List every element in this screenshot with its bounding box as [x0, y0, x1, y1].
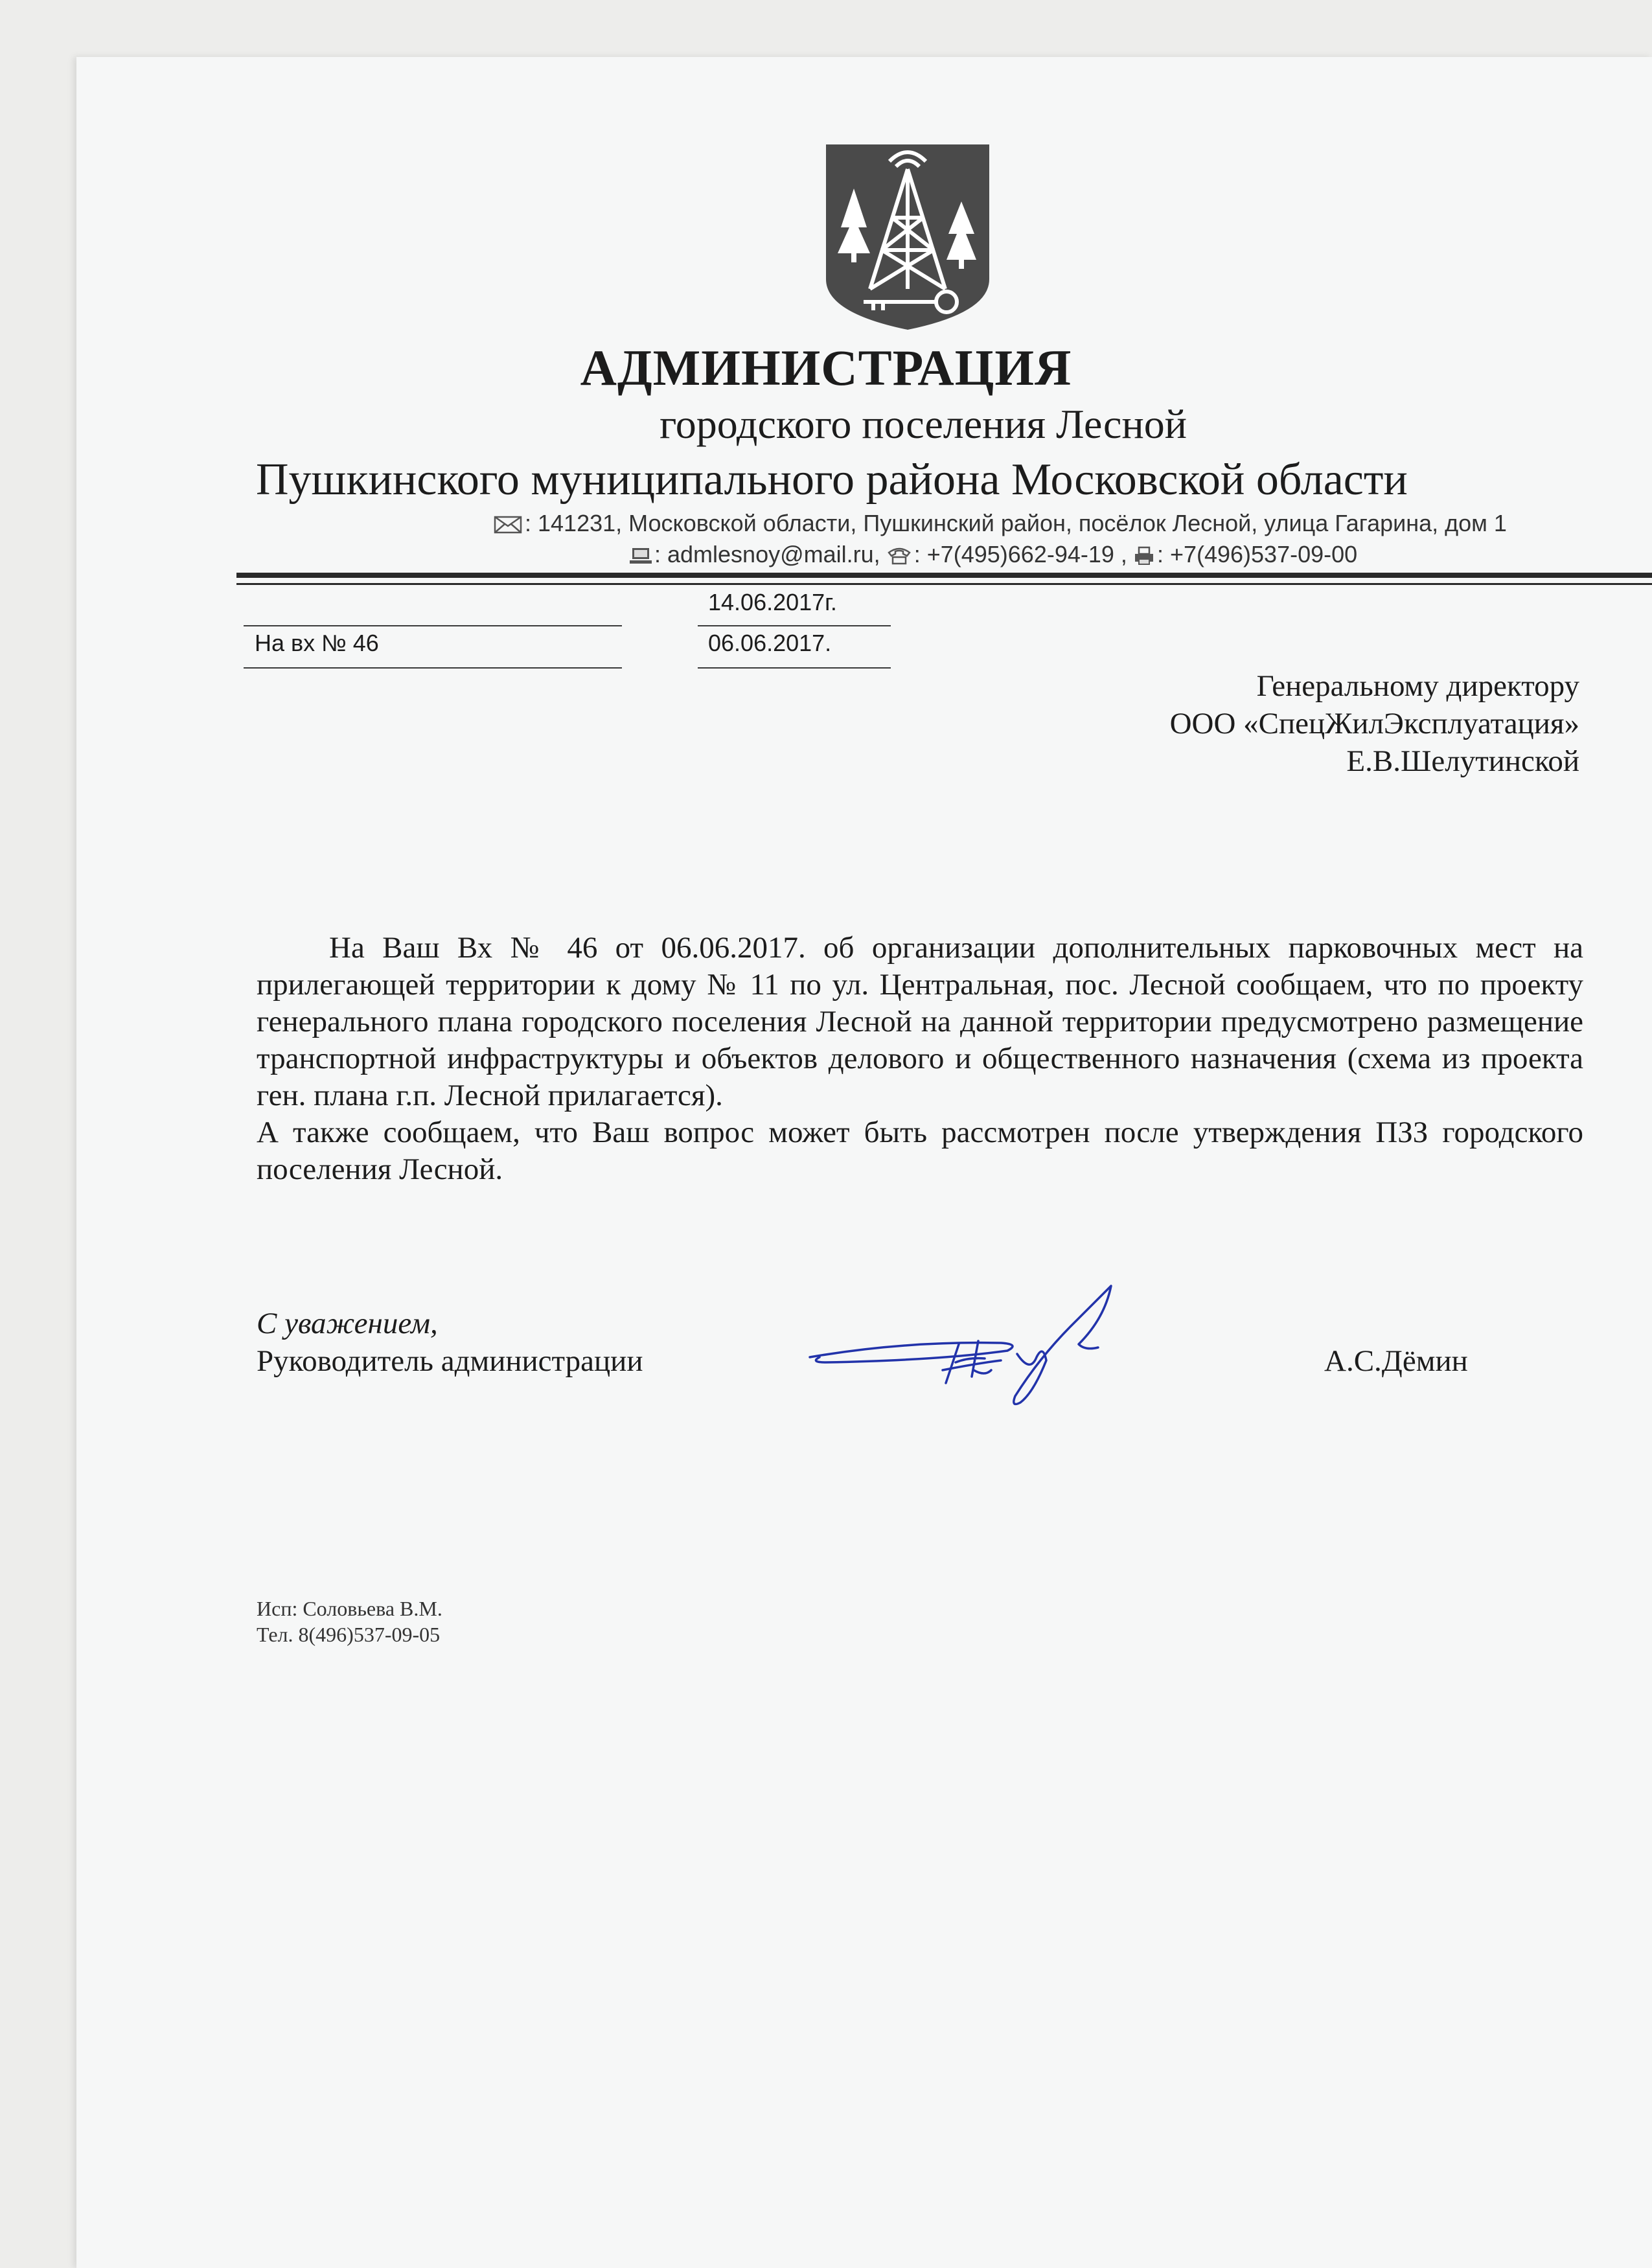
phone-icon [887, 546, 912, 566]
letterhead-district: Пушкинского муниципального района Московской области [256, 455, 1408, 505]
phone-text: : +7(495)662-94-19 , [913, 541, 1127, 567]
computer-icon [630, 546, 652, 566]
coat-of-arms-emblem [825, 143, 991, 331]
letterhead-contacts-line [630, 540, 1357, 569]
addressee-position: Генеральному директору [1256, 669, 1579, 703]
email-text: : admlesnoy@mail.ru, [654, 541, 880, 567]
addressee-block [1170, 667, 1579, 780]
incoming-date-underline [698, 667, 891, 669]
outgoing-number-underline [244, 625, 622, 626]
executor-phone: Тел. 8(496)537-09-05 [257, 1623, 441, 1646]
body-paragraph-2: А также сообщаем, что Ваш вопрос может быть рассмотрен после утверждения ПЗЗ городского поселения Лесной. [257, 1116, 1583, 1186]
incoming-date: 06.06.2017. [708, 630, 832, 656]
executor-block [257, 1596, 442, 1647]
letterhead-divider-thin [236, 583, 1652, 585]
incoming-reference-underline [244, 667, 622, 669]
address-text: : 141231, Московской области, Пушкинский район, посёлок Лесной, улица Гагарина, дом 1 [525, 510, 1507, 536]
outgoing-date-underline [698, 625, 891, 626]
body-paragraph-1: На Ваш Вх № 46 от 06.06.2017. об организации дополнительных парковочных мест на прилегающей территории к дому № 11 по ул. Центральная, пос. Лесной сообщаем, что по проекту генерального плана городского поселения Лесной на данной территории предусмотрено размещение транспортной инфраструктуры и объектов делового и общественного назначения (схема из проекта ген. плана г.п. Лесной прилагается). [257, 931, 1583, 1112]
closing-block [257, 1305, 643, 1380]
closing-regards: С уважением, [257, 1307, 438, 1340]
letterhead-address-line [494, 509, 1507, 538]
fax-text: : +7(496)537-09-00 [1156, 541, 1358, 567]
letterhead-title: АДМИНИСТРАЦИЯ [580, 339, 1072, 396]
letterhead-divider-thick [236, 573, 1652, 578]
letter-body [257, 930, 1583, 1188]
letterhead-subtitle: городского поселения Лесной [660, 401, 1187, 447]
closing-position: Руководитель администрации [257, 1344, 643, 1378]
incoming-reference: На вх № 46 [255, 630, 379, 656]
envelope-icon [494, 515, 522, 534]
addressee-company: ООО «СпецЖилЭксплуатация» [1169, 707, 1579, 740]
handwritten-signature [807, 1279, 1186, 1419]
fax-icon [1134, 546, 1154, 566]
signer-name: А.С.Дёмин [1324, 1344, 1468, 1378]
outgoing-date: 14.06.2017г. [708, 589, 837, 615]
addressee-name: Е.В.Шелутинской [1346, 744, 1579, 778]
executor-name: Исп: Соловьева В.М. [257, 1597, 442, 1620]
